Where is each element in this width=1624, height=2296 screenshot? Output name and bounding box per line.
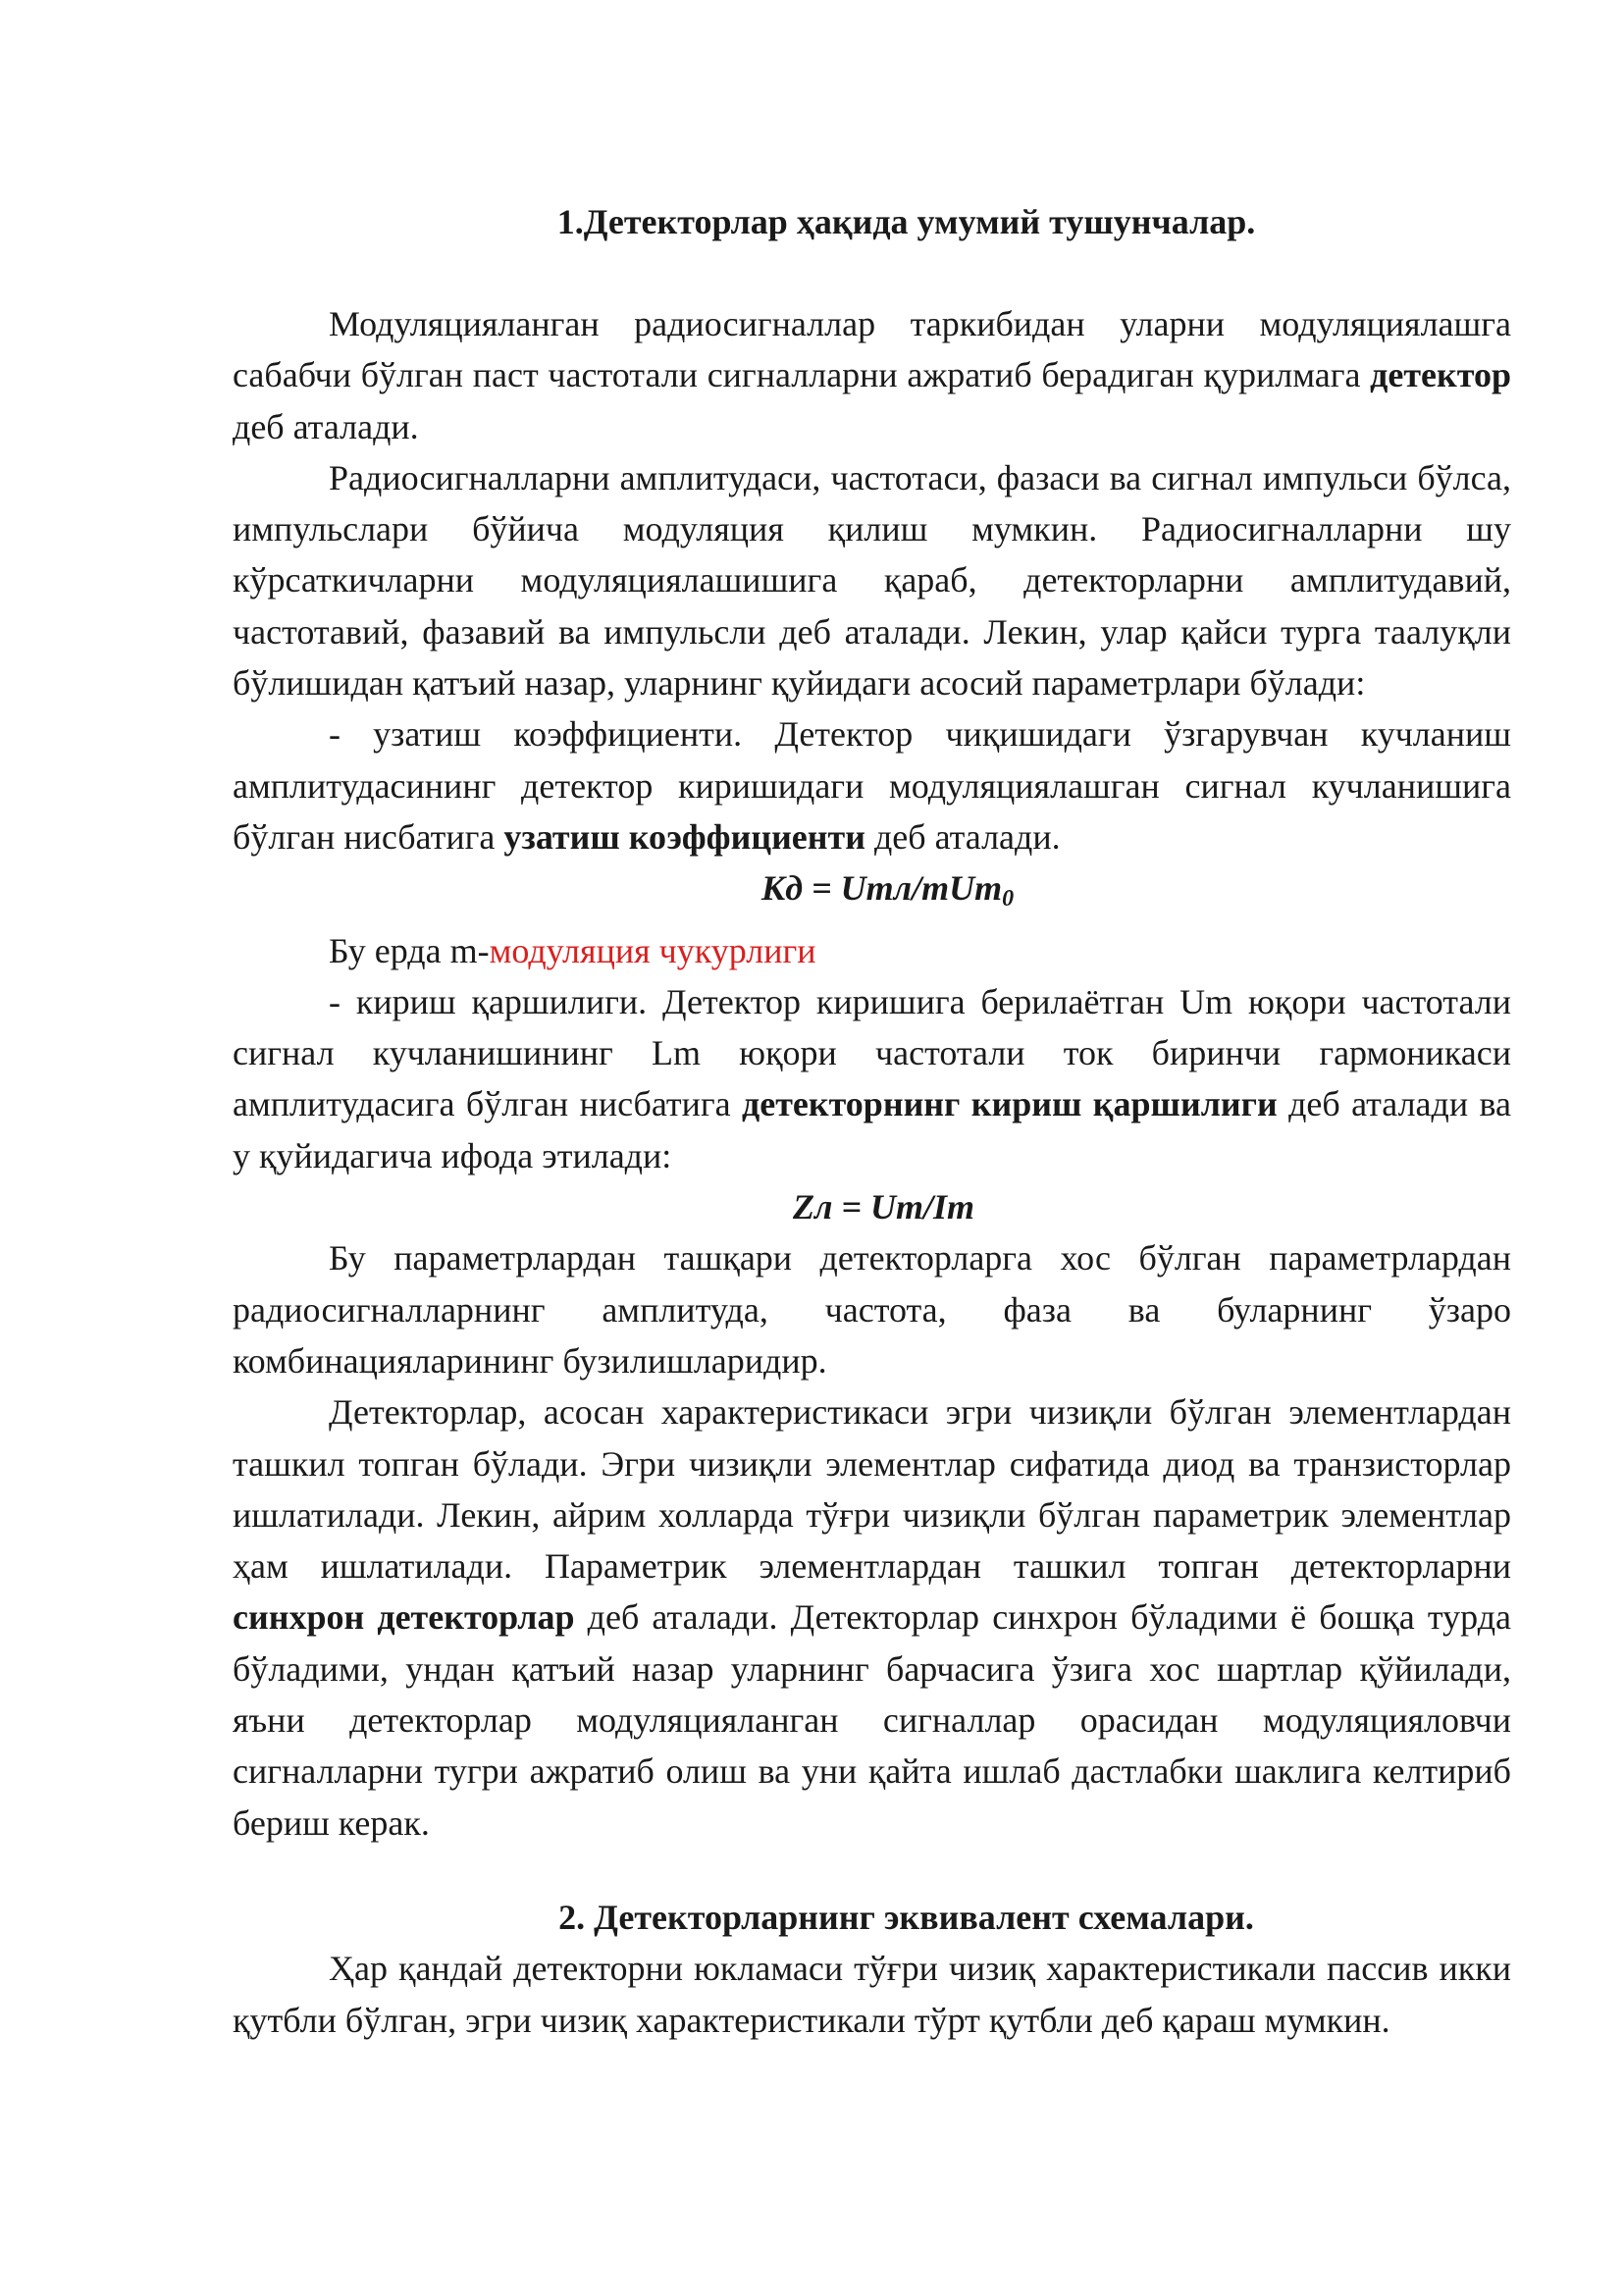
paragraph-text: деб аталади. — [864, 816, 1061, 857]
paragraph-input-resistance — [233, 976, 1511, 1181]
paragraph-text: - кириш қаршилиги. Детектор киришига берилаётган Um юқори частотали сигнал кучланишининг Lm юқори частотали ток биринчи гармоникаси амплитудасига бўлган нисбатига — [233, 981, 1511, 1124]
paragraph-modulation-types: Радиосигналларни амплитудаси, частотаси, фазаси ва сигнал импульси бўлса, импульслари бўйича модуляция қилиш мумкин. Радиосигналларни шу кўрсаткичларни модуляциялашишига қараб, детекторларни амплитудавий, частотавий, фазавий ва импульсли деб аталади. Лекин, улар қайси турга таалуқли бўлишидан қатъий назар, уларнинг қуйидаги асосий параметрлари бўлади: — [233, 457, 1511, 704]
formula-transfer-coefficient — [233, 862, 1511, 924]
paragraph-text: деб аталади. — [233, 406, 419, 446]
paragraph-text: деб аталади. Детекторлар синхрон бўладими ё бошқа турда бўладими, ундан қатъий назар уларнинг барчасига ўзига хос шартлар қўйилади, яъни детекторлар модуляцияланган сигналлар орасидан модуляцияловчи сигналларни тугри ажратиб олиш ва уни қайта ишлаб дастлабки шаклига келтириб бериш керак. — [233, 1597, 1512, 1843]
section-heading-1: 1.Детекторлар ҳақида умумий тушунчалар. — [556, 202, 1256, 241]
highlighted-term-modulation-depth: модуляция чукурлиги — [489, 930, 816, 970]
paragraph-transfer-coefficient — [233, 708, 1511, 862]
paragraph-text: деб аталади ва у қуйидагича ифода этилади: — [233, 1084, 1511, 1175]
paragraph-detector-definition — [233, 298, 1511, 452]
formula-subscript: 0 — [1002, 886, 1015, 913]
document-body — [233, 196, 1511, 2046]
paragraph-text: Детекторлар, асосан характеристикаси эгри чизиқли бўлган элементлардан ташкил топган бўлади. Эгри чизиқли элементлар сифатида диод ва транзисторлар ишлатилади. Лекин, айрим холларда тўғри чизиқли бўлган параметрик элементлар ҳам ишлатилади. Параметрик элементлардан ташкил топган детекторларни — [233, 1392, 1511, 1587]
paragraph-other-parameters: Бу параметрлардан ташқари детекторларга хос бўлган параметрлардан радиосигналларнинг амплитуда, частота, фаза ва буларнинг ўзаро комбинацияларининг бузилишларидир. — [233, 1238, 1511, 1381]
bold-term-input-resistance: детекторнинг кириш қаршилиги — [742, 1084, 1278, 1124]
paragraph-modulation-depth — [233, 925, 1511, 976]
paragraph-text: Модуляцияланган радиосигналлар таркибидан уларни модуляциялашга сабабчи бўлган паст частотали сигналларни ажратиб берадиган қурилмага — [233, 304, 1511, 395]
bold-term-transfer-coefficient: узатиш коэффициенти — [503, 816, 865, 857]
bold-term-synchronous-detectors: синхрон детекторлар — [233, 1597, 575, 1638]
formula-input-resistance: Zл = Um/Im — [793, 1187, 974, 1227]
paragraph-text: Бу ерда m- — [329, 930, 490, 970]
paragraph-detector-elements — [233, 1386, 1511, 1849]
section-heading-2: 2. Детекторларнинг эквивалент схемалари. — [558, 1897, 1254, 1937]
formula-main: Кд = Uтл/mUm — [760, 868, 1003, 909]
paragraph-equivalent-circuit: Ҳар қандай детекторни юкламаси тўғри чизиқ характеристикали пассив икки қутбли бўлган, эгри чизиқ характеристикали тўрт қутбли деб қараш мумкин. — [233, 1949, 1511, 2040]
paragraph-text: - узатиш коэффициенти. Детектор чиқишидаги ўзгарувчан кучланиш амплитудасининг детектор киришидаги модуляциялашган сигнал кучланишига бўлган нисбатига — [233, 714, 1511, 857]
bold-term-detector: детектор — [1370, 355, 1511, 395]
